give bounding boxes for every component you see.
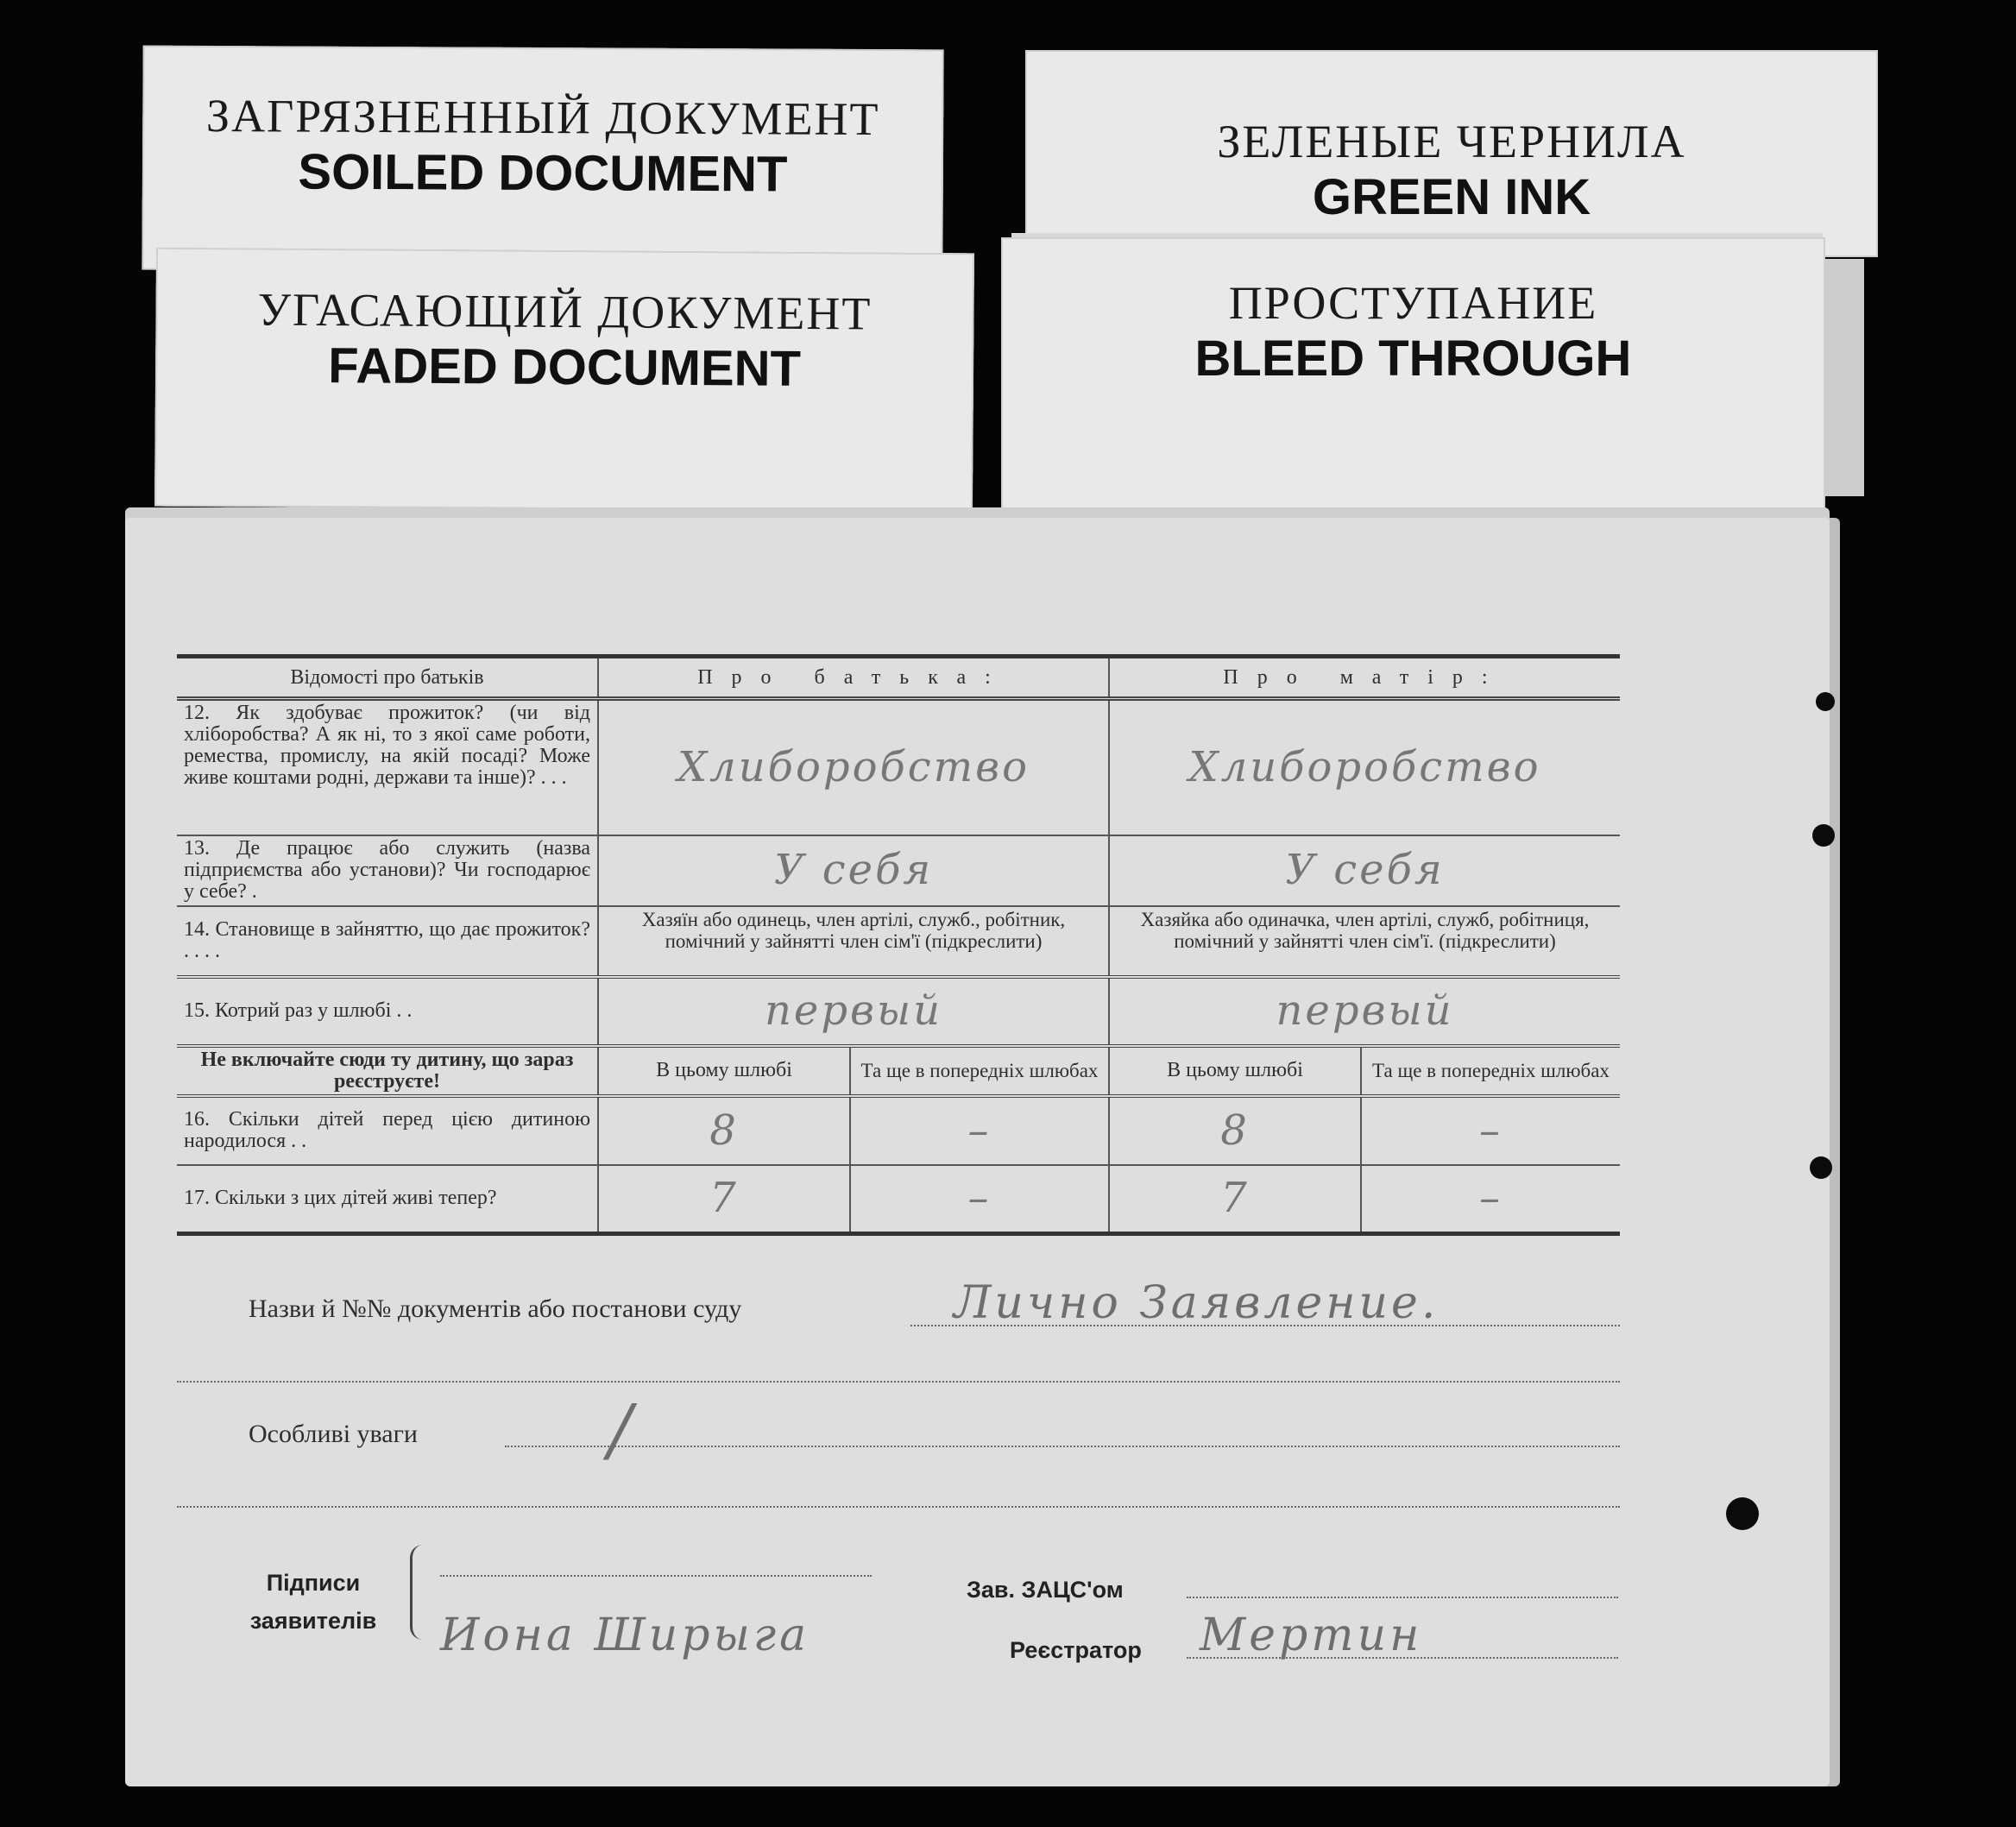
soiled-document-card (142, 46, 943, 274)
documents-label: Назви й №№ документів або постанови суду (249, 1295, 742, 1323)
registrar-label: Реєстратор (1010, 1637, 1142, 1663)
punch-hole (1726, 1497, 1759, 1530)
applicant-signature: Иона Ширыга (440, 1610, 810, 1661)
father-livelihood: Хлиборобство (598, 699, 1109, 835)
mother-children-alive: 7 (1109, 1165, 1361, 1234)
notes-value: / (608, 1389, 635, 1470)
punch-hole (1810, 1156, 1832, 1179)
punch-hole (1812, 824, 1835, 847)
question-17: 17. Скільки з цих дітей живі тепер? (177, 1165, 598, 1234)
green-ru-label: ЗЕЛЕНЫЕ ЧЕРНИЛА (1217, 116, 1686, 167)
head-signature-line (1187, 1597, 1618, 1598)
faded-document-card (154, 248, 974, 513)
table-row (177, 1165, 1620, 1234)
mother-children-born-prev: – (1361, 1096, 1620, 1165)
table-row (177, 699, 1620, 835)
mother-livelihood: Хлиборобство (1109, 699, 1620, 835)
father-marriage-count: первый (598, 977, 1109, 1046)
green-en-label: GREEN INK (1312, 169, 1591, 225)
applicant-signatures-label: Підписи заявителів (249, 1570, 377, 1634)
father-children-born: 8 (598, 1096, 850, 1165)
table-header-row (177, 657, 1620, 699)
card-edge (1821, 259, 1864, 496)
soiled-ru-label: ЗАГРЯЗНЕННЫЙ ДОКУМЕНТ (205, 89, 880, 146)
header-parents-info: Відомості про батьків (177, 657, 598, 699)
table-row (177, 977, 1620, 1046)
signature-line-1 (440, 1575, 872, 1577)
mother-previous-header: Та ще в попередніх шлюбах (1361, 1046, 1620, 1096)
head-zags-label: Зав. ЗАЦС'ом (967, 1577, 1124, 1603)
table-row (177, 906, 1620, 977)
question-16: 16. Скільки дітей перед цією дитиною народилося . . (177, 1096, 598, 1165)
mother-children-born: 8 (1109, 1096, 1361, 1165)
parents-info-table (177, 654, 1620, 1236)
mother-marriage-count: первый (1109, 977, 1620, 1046)
mother-workplace: У себя (1109, 835, 1620, 906)
blank-line (177, 1381, 1620, 1383)
father-in-marriage-header: В цьому шлюбі (598, 1046, 850, 1096)
notes-line (505, 1446, 1620, 1447)
table-row (177, 1096, 1620, 1165)
bleed-en-label: BLEED THROUGH (1194, 331, 1632, 387)
registrar-signature: Мертин (1200, 1610, 1423, 1661)
table-row (177, 835, 1620, 906)
brace (410, 1545, 423, 1640)
soiled-en-label: SOILED DOCUMENT (298, 143, 788, 203)
form-sheet (125, 518, 1830, 1786)
father-workplace: У себя (598, 835, 1109, 906)
faded-ru-label: УГАСАЮЩИЙ ДОКУМЕНТ (257, 283, 873, 340)
blank-line (177, 1506, 1620, 1508)
father-children-born-prev: – (850, 1096, 1109, 1165)
exclude-child-note: Не включайте сюди ту дитину, що зараз реєструєте! (177, 1046, 598, 1096)
header-mother: Про матір: (1109, 657, 1620, 699)
mother-occupation-status: Хазяйка або одиначка, член артілі, служб, робітниця, помічний у зайнятті член сім'ї. (підкреслити) (1109, 906, 1620, 977)
header-father: Про батька: (598, 657, 1109, 699)
faded-en-label: FADED DOCUMENT (327, 337, 802, 397)
father-occupation-status: Хазяїн або одинець, член артілі, служб., робітник, помічний у зайнятті член сім'ї (підкреслити) (598, 906, 1109, 977)
mother-children-alive-prev: – (1361, 1165, 1620, 1234)
punch-hole (1816, 692, 1835, 711)
notes-label: Особливі уваги (249, 1420, 418, 1448)
green-ink-card (1025, 50, 1878, 257)
mother-in-marriage-header: В цьому шлюбі (1109, 1046, 1361, 1096)
table-subheader-row (177, 1046, 1620, 1096)
bleed-ru-label: ПРОСТУПАНИЕ (1228, 277, 1598, 329)
bleed-through-card (1001, 237, 1825, 513)
father-previous-header: Та ще в попередніх шлюбах (850, 1046, 1109, 1096)
question-15: 15. Котрий раз у шлюбі . . (177, 977, 598, 1046)
question-13: 13. Де працює або служить (назва підприємства або установи)? Чи господарює у себе? . (177, 835, 598, 906)
question-12: 12. Як здобуває прожиток? (чи від хліборобства? А як ні, то з якої саме роботи, ремества, промислу, на якій посаді? Може живе коштами родні, держави та інше)? . . . (177, 699, 598, 835)
father-children-alive-prev: – (850, 1165, 1109, 1234)
documents-value: Лично Заявление. (954, 1277, 1440, 1329)
question-14: 14. Становище в зайняттю, що дає прожиток? . . . . (177, 906, 598, 977)
father-children-alive: 7 (598, 1165, 850, 1234)
